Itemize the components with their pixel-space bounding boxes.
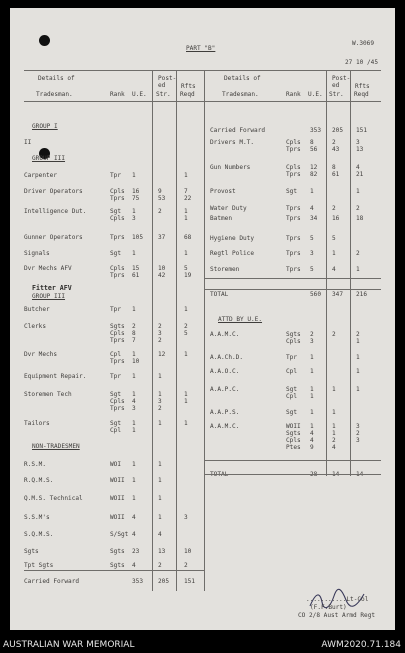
right-ue: 34 [310, 215, 318, 222]
right-rank: Sgt [286, 409, 298, 416]
left-label: Carpenter [24, 172, 58, 179]
left-ue: 1 [132, 250, 136, 257]
right-rank: Sgt Cpl [286, 386, 298, 400]
left-posted-str: 4 [158, 531, 162, 538]
right-rank: Tprs [286, 266, 301, 273]
right-rank: Sgt [286, 188, 298, 195]
right-posted-str: 8 61 [332, 164, 340, 178]
left-posted-str: 2 3 2 [158, 323, 162, 344]
document-page [10, 8, 395, 630]
right-label: A.A.P.S. [210, 409, 240, 416]
left-rank: Sgts [110, 548, 125, 555]
right-rfts-reqd: 3 2 3 [356, 423, 360, 444]
left-rfts-reqd: 1 1 [184, 208, 188, 222]
right-rfts-reqd: 2 [356, 205, 360, 212]
left-rank: Tpr [110, 373, 122, 380]
left-label: Gunner Operators [24, 234, 83, 241]
left-rank: Sgt Cpls Tprs [110, 391, 125, 412]
left-rank: WOII [110, 477, 125, 484]
footer-archive: AUSTRALIAN WAR MEMORIAL [3, 640, 135, 650]
left-ue: 1 1 [132, 420, 136, 434]
right-ue: 1 [310, 409, 314, 416]
left-posted-str: 1 [158, 514, 162, 521]
left-rfts-reqd: 3 [184, 514, 188, 521]
left-ue: 4 [132, 514, 136, 521]
left-rank: Sgts [110, 562, 125, 569]
header-bottom-rule [24, 101, 381, 102]
col-str-right: Str. [329, 91, 344, 98]
right-label: Storemen [210, 266, 240, 273]
left-posted-str: 12 [158, 351, 166, 358]
right-label: ATTD BY U.E. [218, 316, 263, 323]
left-ue: 4 [132, 531, 136, 538]
left-str-rule [152, 70, 153, 591]
center-divider [204, 70, 205, 591]
right-ue: 353 [310, 127, 322, 134]
left-rfts-reqd: 1 [184, 420, 188, 427]
left-label: Butcher [24, 306, 50, 313]
right-str-rule [326, 70, 327, 476]
col-rfts-left: Rfts [181, 83, 196, 90]
right-ue: 4 [310, 205, 314, 212]
left-ue: 1 [132, 373, 136, 380]
right-ue: 5 [310, 266, 314, 273]
col-ue-left: U.E. [132, 91, 147, 98]
right-posted-str: 5 [332, 235, 336, 242]
right-rfts-reqd: 1 [356, 354, 360, 361]
left-ue: 353 [132, 578, 144, 585]
right-ue: 5 [310, 235, 314, 242]
col-posted-right: Post- ed [332, 75, 351, 89]
left-label: R.S.M. [24, 461, 47, 468]
signature-unit: CO 2/8 Aust Armd Regt [298, 612, 376, 619]
left-posted-str: 1 [158, 420, 162, 427]
left-posted-str: 1 [158, 495, 162, 502]
right-rank: Tprs [286, 235, 301, 242]
right-label: A.A.M.C. [210, 331, 240, 338]
col-rank-right: Rank [286, 91, 301, 98]
left-ue: 1 3 [132, 208, 136, 222]
right-posted-str: 1 [332, 250, 336, 257]
right-label: Regtl Police [210, 250, 255, 257]
right-rfts-reqd: 1 [356, 386, 360, 393]
left-ue: 16 75 [132, 188, 140, 202]
right-label: A.A.Ch.D. [210, 354, 244, 361]
col-details-left: Details of [38, 75, 75, 82]
left-ue: 2 8 7 [132, 323, 136, 344]
right-rank: Cpls Tprs [286, 164, 301, 178]
right-ue: 1 4 4 9 [310, 423, 314, 451]
right-rank: Cpl [286, 368, 298, 375]
left-rank: Sgt Cpls [110, 208, 125, 222]
left-rfts-reqd: 1 [184, 306, 188, 313]
right-ue: 1 [310, 188, 314, 195]
right-rfts-reqd: 1 [356, 266, 360, 273]
left-posted-str: 1 [158, 461, 162, 468]
right-ue: 8 56 [310, 139, 318, 153]
col-details-right: Details of [224, 75, 261, 82]
left-label: Equipment Repair. [24, 373, 87, 380]
left-rank: WOII [110, 514, 125, 521]
left-rank: Sgt [110, 250, 122, 257]
right-ue: 1 [310, 354, 314, 361]
col-rank-left: Rank [110, 91, 125, 98]
left-rank: Sgts Cpls Tprs [110, 323, 125, 344]
left-rank: Sgt Cpl [110, 420, 122, 434]
left-rank: Tpr [110, 306, 122, 313]
left-rfts-reqd: 2 5 [184, 323, 188, 337]
left-rfts-reqd: 1 [184, 172, 188, 179]
right-posted-str: 16 [332, 215, 340, 222]
document-date: 27 10 /45 [345, 59, 379, 66]
left-label: Fitter AFV [32, 284, 72, 292]
left-label: Sgts [24, 548, 39, 555]
left-posted-str: 13 [158, 548, 166, 555]
right-posted-str: 205 [332, 127, 344, 134]
part-heading: PART "B" [186, 45, 216, 52]
left-posted-str: 2 [158, 208, 162, 215]
right-rfts-reqd: 216 [356, 291, 368, 298]
header-top-rule [24, 70, 381, 71]
left-rank: Tprs [110, 234, 125, 241]
right-label: TOTAL [210, 291, 229, 298]
right-rank: Tprs [286, 250, 301, 257]
right-rfts-reqd: 3 13 [356, 139, 364, 153]
right-label: A.A.O.C. [210, 368, 240, 375]
left-posted-str: 10 42 [158, 265, 166, 279]
punch-hole [39, 35, 50, 46]
right-label: A.A.P.C. [210, 386, 240, 393]
left-ue: 1 [132, 306, 136, 313]
col-reqd-left: Reqd [180, 91, 195, 98]
col-ue-right: U.E. [308, 91, 323, 98]
right-posted-str: 1 [332, 409, 336, 416]
right-rfts-reqd: 1 [356, 368, 360, 375]
right-posted-str: 1 1 2 4 [332, 423, 336, 451]
left-label: Dvr Mechs AFV [24, 265, 72, 272]
col-reqd-right: Reqd [354, 91, 369, 98]
left-rank: WOII [110, 495, 125, 502]
col-rfts-right: Rfts [355, 83, 370, 90]
right-rfts-reqd: 2 [356, 250, 360, 257]
left-ue: 1 [132, 172, 136, 179]
right-label: Provost [210, 188, 236, 195]
left-label: Tailors [24, 420, 50, 427]
right-label: Carried Forward [210, 127, 266, 134]
left-rank: Cpls Tprs [110, 265, 125, 279]
right-label: Water Duty [210, 205, 247, 212]
left-label: Dvr Mechs [24, 351, 58, 358]
left-ue: 1 [132, 461, 136, 468]
left-rfts-reqd: 1 [184, 351, 188, 358]
left-label: R.Q.M.S. [24, 477, 54, 484]
left-ue: 1 [132, 477, 136, 484]
left-label: S.S.M's [24, 514, 50, 521]
right-ue: 1 [310, 368, 314, 375]
left-rfts-reqd: 2 [184, 562, 188, 569]
col-posted-left: Post- ed [158, 75, 177, 89]
left-rfts-rule [176, 70, 177, 591]
right-rank: Tprs [286, 215, 301, 222]
right-ue: 3 [310, 250, 314, 257]
right-posted-str: 2 [332, 205, 336, 212]
left-rfts-reqd: 10 [184, 548, 192, 555]
right-rank: Sgts Cpls [286, 331, 301, 345]
signature-line: ...........Lt-Col [306, 596, 369, 603]
left-ue: 105 [132, 234, 144, 241]
left-posted-str: 2 [158, 562, 162, 569]
left-rank: Cpl Tprs [110, 351, 125, 365]
left-label: GROUP III [32, 155, 66, 162]
right-rfts-reqd: 18 [356, 215, 364, 222]
right-ue: 12 82 [310, 164, 318, 178]
left-label: NON-TRADESMEN [32, 443, 80, 450]
left-label: Carried Forward [24, 578, 80, 585]
right-rank: Cpls Tprs [286, 139, 301, 153]
right-rfts-rule [350, 70, 351, 476]
right-posted-str: 347 [332, 291, 344, 298]
right-total-rule [205, 278, 381, 279]
left-posted-str: 1 3 2 [158, 391, 162, 412]
left-ue: 1 [132, 495, 136, 502]
right-posted-str: 2 43 [332, 139, 340, 153]
left-ue: 1 10 [132, 351, 140, 365]
right-rank: WOII Sgts Cpls Ptes [286, 423, 301, 451]
left-label: II [24, 139, 32, 146]
right-rfts-reqd: 2 1 [356, 331, 360, 345]
right-rfts-reqd: 151 [356, 127, 368, 134]
left-label: GROUP I [32, 123, 58, 130]
left-label: Tpt Sgts [24, 562, 54, 569]
right-rfts-reqd: 1 [356, 188, 360, 195]
left-posted-str: 1 [158, 477, 162, 484]
left-ue: 23 [132, 548, 140, 555]
left-label: S.Q.M.S. [24, 531, 54, 538]
right-ue: 2 3 [310, 331, 314, 345]
left-label: Intelligence Dut. [24, 208, 87, 215]
right-ue: 560 [310, 291, 322, 298]
right-rfts-reqd: 4 21 [356, 164, 364, 178]
left-posted-str: 1 [158, 373, 162, 380]
left-label: GROUP III [32, 293, 66, 300]
right-label: Drivers M.T. [210, 139, 255, 146]
col-tradesman-right: Tradesman. [222, 91, 259, 98]
right-rank: Tprs [286, 205, 301, 212]
right-label: Batmen [210, 215, 233, 222]
right-bottom-total-rule-2 [205, 474, 381, 475]
left-ue: 1 4 3 [132, 391, 136, 412]
right-posted-str: 4 [332, 266, 336, 273]
left-rfts-reqd: 1 [184, 250, 188, 257]
right-rank: Tpr [286, 354, 298, 361]
signature-name: (F.F.Burt) [310, 604, 347, 611]
right-label: Gun Numbers [210, 164, 251, 171]
right-posted-str: 2 [332, 331, 336, 338]
right-label: A.A.M.C. [210, 423, 240, 430]
left-rank: WOI [110, 461, 122, 468]
footer-id: AWM2020.71.184 [321, 640, 401, 650]
right-bottom-total-rule [205, 460, 381, 461]
right-posted-str: 1 [332, 386, 336, 393]
left-rank: S/Sgt [110, 531, 129, 538]
col-str-left: Str. [156, 91, 171, 98]
left-rfts-reqd: 68 [184, 234, 192, 241]
left-posted-str: 9 53 [158, 188, 166, 202]
left-label: Driver Operators [24, 188, 83, 195]
left-label: Clerks [24, 323, 47, 330]
left-label: Storemen Tech [24, 391, 72, 398]
right-ue: 1 1 [310, 386, 314, 400]
left-rfts-reqd: 1 1 [184, 391, 188, 405]
left-rank: Tpr [110, 172, 122, 179]
left-total-rule [24, 570, 204, 571]
left-ue: 15 61 [132, 265, 140, 279]
left-rfts-reqd: 7 22 [184, 188, 192, 202]
left-rfts-reqd: 151 [184, 578, 196, 585]
left-rank: Cpls Tprs [110, 188, 125, 202]
col-tradesman-left: Tradesman. [36, 91, 73, 98]
left-posted-str: 37 [158, 234, 166, 241]
left-posted-str: 205 [158, 578, 170, 585]
reference-number: W.3069 [352, 40, 375, 47]
left-rfts-reqd: 5 19 [184, 265, 192, 279]
left-label: Q.M.S. Technical [24, 495, 83, 502]
right-label: Hygiene Duty [210, 235, 255, 242]
left-label: Signals [24, 250, 50, 257]
left-ue: 4 [132, 562, 136, 569]
right-total-rule-2 [205, 289, 381, 290]
